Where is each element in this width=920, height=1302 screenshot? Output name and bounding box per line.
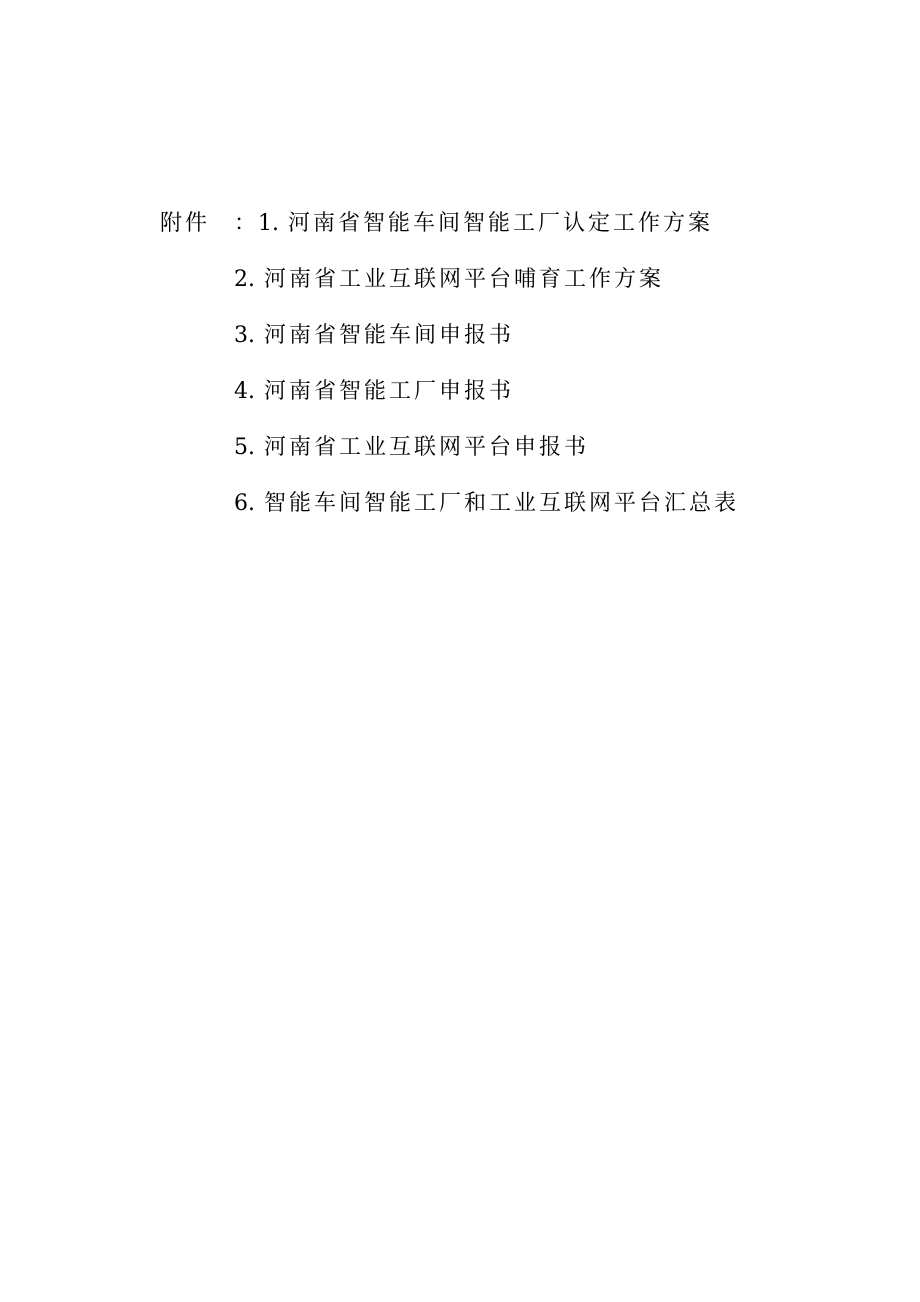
attachment-prefix: 附件 — [160, 211, 211, 236]
attachment-title: 河南省工业互联网平台哺育工作方案 — [264, 267, 665, 292]
attachment-number: 4. — [234, 379, 255, 404]
attachment-colon: ： — [234, 211, 257, 236]
attachment-number: 2. — [234, 267, 255, 292]
attachment-item-3 — [234, 322, 514, 350]
attachment-item-2 — [234, 266, 664, 294]
attachment-item-4 — [234, 378, 514, 406]
attachment-item-1 — [258, 210, 713, 238]
attachment-number: 5. — [234, 435, 255, 460]
attachment-number: 3. — [234, 323, 255, 348]
attachment-title: 河南省工业互联网平台申报书 — [264, 435, 590, 460]
attachment-title: 河南省智能工厂申报书 — [264, 379, 515, 404]
attachment-item-5 — [234, 434, 589, 462]
attachment-number: 6. — [234, 491, 255, 516]
attachment-title: 河南省智能车间申报书 — [264, 323, 515, 348]
attachment-title: 智能车间智能工厂和工业互联网平台汇总表 — [264, 491, 740, 516]
attachment-number: 1. — [258, 211, 279, 236]
attachment-title: 河南省智能车间智能工厂认定工作方案 — [288, 211, 714, 236]
attachment-item-6 — [234, 490, 739, 518]
